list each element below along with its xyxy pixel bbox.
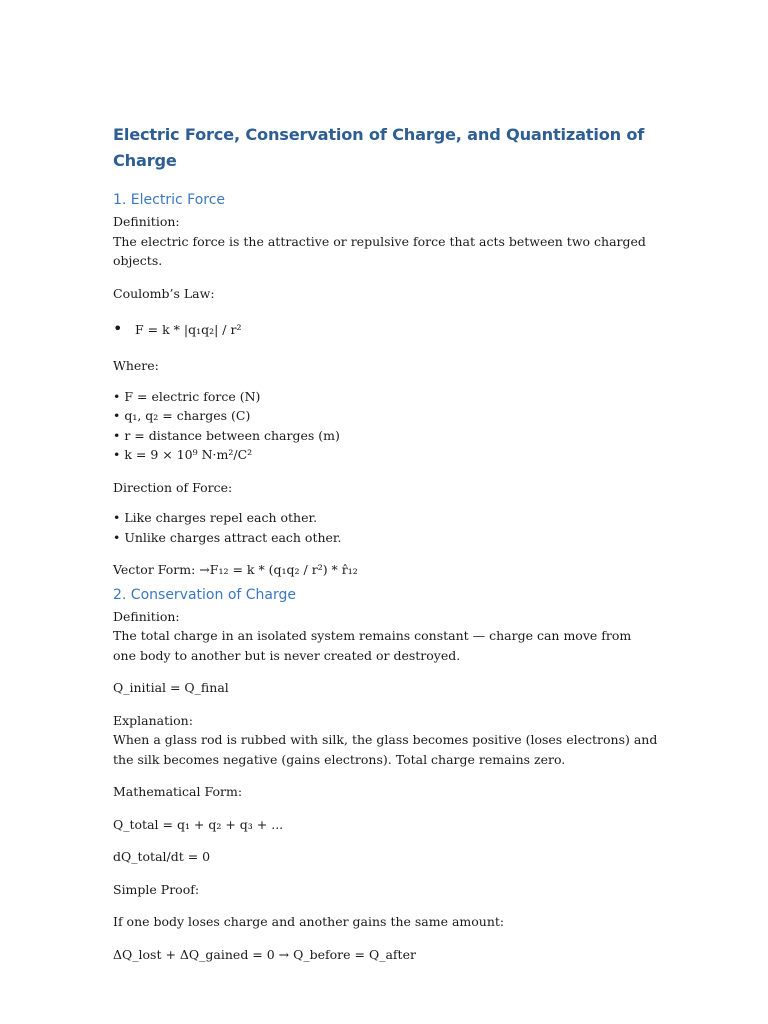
simple-proof-label: Simple Proof:	[113, 881, 200, 897]
direction-list	[113, 508, 658, 547]
conservation-equation: Q_initial = Q_final	[113, 680, 229, 695]
proof-equation: ΔQ_lost + ΔQ_gained = 0 → Q_before = Q_after	[113, 946, 416, 962]
vector-form: Vector Form: →F₁₂ = k * (q₁q₂ / r²) * r̂₁₂	[113, 562, 358, 577]
definition-text: The total charge in an isolated system remains constant — charge can move from one body to another but is never created or destroyed.	[113, 628, 632, 663]
definition-label: Definition:	[113, 608, 180, 624]
section-heading-conservation: 2. Conservation of Charge	[113, 586, 296, 603]
list-item: • q₁, q₂ = charges (C)	[113, 408, 251, 423]
document-title: Electric Force, Conservation of Charge, and Quantization of Charge	[113, 125, 645, 170]
formula-bullet	[113, 315, 658, 343]
math-equation-derivative: dQ_total/dt = 0	[113, 849, 211, 864]
coulomb-formula: F = k * |q₁q₂| / r²	[135, 321, 242, 337]
list-item: • F = electric force (N)	[113, 388, 261, 404]
list-item: • k = 9 × 10⁹ N·m²/C²	[113, 447, 253, 462]
where-label: Where:	[113, 358, 159, 373]
definition-label: Definition:	[113, 214, 180, 229]
section-heading-electric-force: 1. Electric Force	[113, 192, 226, 208]
direction-label: Direction of Force:	[113, 479, 233, 495]
explanation-label: Explanation:	[113, 712, 193, 728]
math-form-label: Mathematical Form:	[113, 784, 243, 799]
list-item: • Unlike charges attract each other.	[113, 529, 342, 545]
bullet-icon: •	[113, 319, 123, 338]
list-item: • r = distance between charges (m)	[113, 427, 340, 443]
document-content	[113, 122, 658, 964]
where-list	[113, 387, 658, 465]
list-item: • Like charges repel each other.	[113, 510, 318, 525]
coulombs-law-label: Coulomb’s Law:	[113, 285, 215, 301]
proof-text: If one body loses charge and another gains the same amount:	[113, 914, 505, 929]
math-equation-total: Q_total = q₁ + q₂ + q₃ + ...	[113, 816, 284, 832]
definition-text: The electric force is the attractive or repulsive force that acts between two charged objects.	[113, 233, 646, 268]
explanation-text: When a glass rod is rubbed with silk, the glass becomes positive (loses electrons) and the silk becomes negative (gains electrons). Total charge remains zero.	[113, 732, 658, 767]
